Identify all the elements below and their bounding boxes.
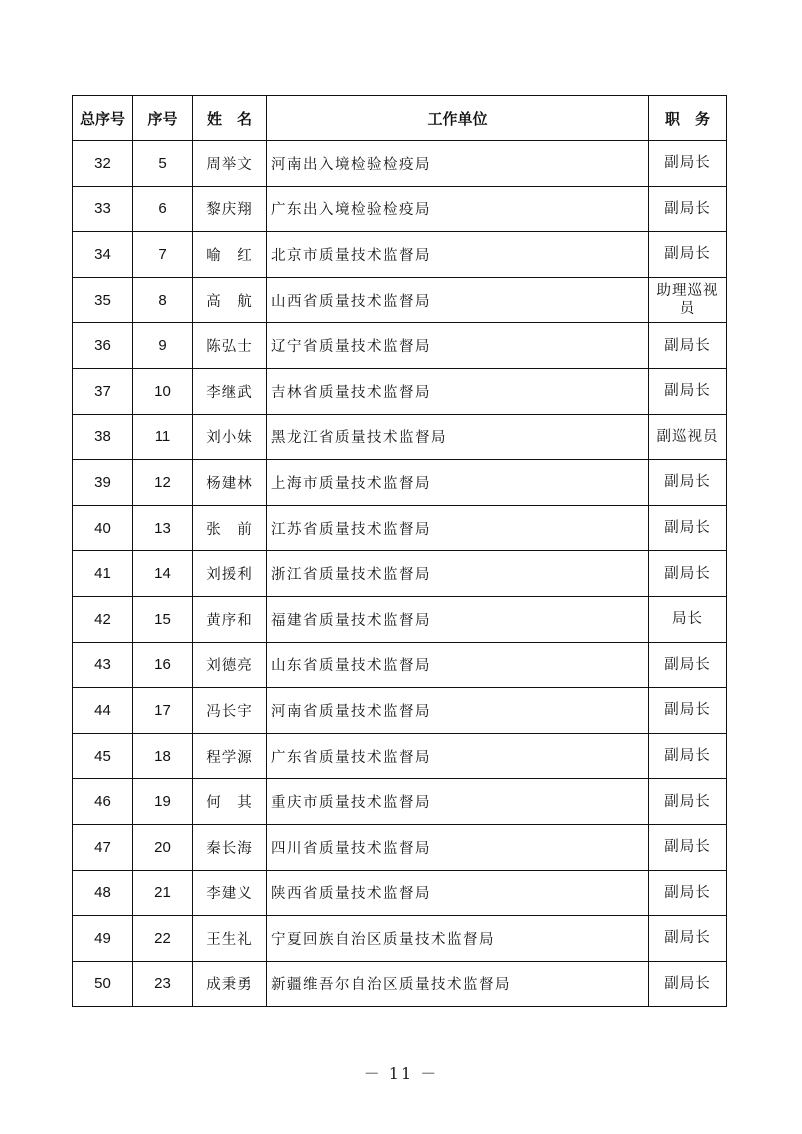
header-unit: 工作单位 [267,96,649,141]
table-row [73,916,727,962]
cell-no: 8 [133,277,193,323]
cell-title: 副局长 [649,186,727,232]
cell-no: 23 [133,961,193,1007]
cell-no: 21 [133,870,193,916]
table-row [73,642,727,688]
cell-name: 程学源 [193,733,267,779]
cell-no: 11 [133,414,193,460]
cell-name: 秦长海 [193,824,267,870]
cell-title: 副局长 [649,870,727,916]
cell-name: 黎庆翔 [193,186,267,232]
cell-name: 杨建林 [193,460,267,506]
cell-total-no: 46 [73,779,133,825]
table-row [73,870,727,916]
cell-no: 10 [133,368,193,414]
cell-name: 冯长宇 [193,688,267,734]
cell-name: 黄序和 [193,596,267,642]
cell-name: 高 航 [193,277,267,323]
cell-title: 副局长 [649,232,727,278]
cell-total-no: 39 [73,460,133,506]
page-number: － 11 － [363,1064,439,1083]
table-row [73,824,727,870]
cell-title: 副局长 [649,642,727,688]
cell-title: 副局长 [649,505,727,551]
cell-title: 副局长 [649,551,727,597]
table-row [73,141,727,187]
cell-total-no: 37 [73,368,133,414]
cell-name: 陈弘士 [193,323,267,369]
cell-total-no: 47 [73,824,133,870]
cell-name: 李建义 [193,870,267,916]
cell-unit: 广东出入境检验检疫局 [267,186,649,232]
table-row [73,414,727,460]
cell-no: 22 [133,916,193,962]
table-row [73,460,727,506]
cell-total-no: 33 [73,186,133,232]
cell-no: 12 [133,460,193,506]
cell-unit: 山西省质量技术监督局 [267,277,649,323]
cell-unit: 四川省质量技术监督局 [267,824,649,870]
cell-name: 喻 红 [193,232,267,278]
cell-title: 副局长 [649,688,727,734]
cell-name: 李继武 [193,368,267,414]
personnel-table [72,95,727,1007]
cell-title: 助理巡视员 [649,277,727,323]
table-row [73,688,727,734]
cell-no: 5 [133,141,193,187]
cell-unit: 上海市质量技术监督局 [267,460,649,506]
cell-total-no: 44 [73,688,133,734]
table-header-row [73,96,727,141]
cell-title: 副局长 [649,916,727,962]
table-row [73,323,727,369]
cell-total-no: 40 [73,505,133,551]
cell-no: 17 [133,688,193,734]
cell-unit: 江苏省质量技术监督局 [267,505,649,551]
table-row [73,779,727,825]
cell-title: 副局长 [649,779,727,825]
cell-total-no: 41 [73,551,133,597]
cell-no: 9 [133,323,193,369]
cell-name: 张 前 [193,505,267,551]
cell-unit: 河南省质量技术监督局 [267,688,649,734]
cell-title: 副巡视员 [649,414,727,460]
cell-title: 副局长 [649,824,727,870]
table-body [73,141,727,1007]
cell-total-no: 36 [73,323,133,369]
cell-total-no: 35 [73,277,133,323]
header-total-no: 总序号 [73,96,133,141]
cell-name: 何 其 [193,779,267,825]
table-row [73,596,727,642]
cell-total-no: 32 [73,141,133,187]
cell-title: 副局长 [649,460,727,506]
cell-unit: 北京市质量技术监督局 [267,232,649,278]
table-row [73,277,727,323]
cell-title: 副局长 [649,961,727,1007]
cell-unit: 吉林省质量技术监督局 [267,368,649,414]
cell-no: 14 [133,551,193,597]
cell-name: 王生礼 [193,916,267,962]
cell-name: 刘德亮 [193,642,267,688]
cell-no: 6 [133,186,193,232]
cell-total-no: 38 [73,414,133,460]
cell-unit: 辽宁省质量技术监督局 [267,323,649,369]
cell-no: 16 [133,642,193,688]
cell-total-no: 43 [73,642,133,688]
cell-unit: 广东省质量技术监督局 [267,733,649,779]
cell-unit: 新疆维吾尔自治区质量技术监督局 [267,961,649,1007]
cell-total-no: 50 [73,961,133,1007]
table-row [73,186,727,232]
cell-no: 19 [133,779,193,825]
cell-title: 副局长 [649,323,727,369]
cell-unit: 浙江省质量技术监督局 [267,551,649,597]
cell-unit: 黑龙江省质量技术监督局 [267,414,649,460]
table-row [73,368,727,414]
cell-unit: 陕西省质量技术监督局 [267,870,649,916]
header-name: 姓 名 [193,96,267,141]
cell-unit: 福建省质量技术监督局 [267,596,649,642]
cell-title: 副局长 [649,141,727,187]
table-row [73,551,727,597]
cell-total-no: 48 [73,870,133,916]
cell-unit: 宁夏回族自治区质量技术监督局 [267,916,649,962]
cell-no: 7 [133,232,193,278]
cell-no: 13 [133,505,193,551]
cell-unit: 河南出入境检验检疫局 [267,141,649,187]
cell-name: 刘援利 [193,551,267,597]
cell-total-no: 45 [73,733,133,779]
cell-no: 20 [133,824,193,870]
cell-no: 18 [133,733,193,779]
cell-unit: 重庆市质量技术监督局 [267,779,649,825]
cell-title: 局长 [649,596,727,642]
cell-total-no: 34 [73,232,133,278]
cell-title: 副局长 [649,368,727,414]
cell-name: 成秉勇 [193,961,267,1007]
header-no: 序号 [133,96,193,141]
cell-title: 副局长 [649,733,727,779]
table-row [73,232,727,278]
header-title: 职 务 [649,96,727,141]
table-row [73,505,727,551]
cell-total-no: 42 [73,596,133,642]
cell-total-no: 49 [73,916,133,962]
cell-name: 周举文 [193,141,267,187]
cell-name: 刘小妹 [193,414,267,460]
table-row [73,961,727,1007]
table-row [73,733,727,779]
cell-unit: 山东省质量技术监督局 [267,642,649,688]
cell-no: 15 [133,596,193,642]
